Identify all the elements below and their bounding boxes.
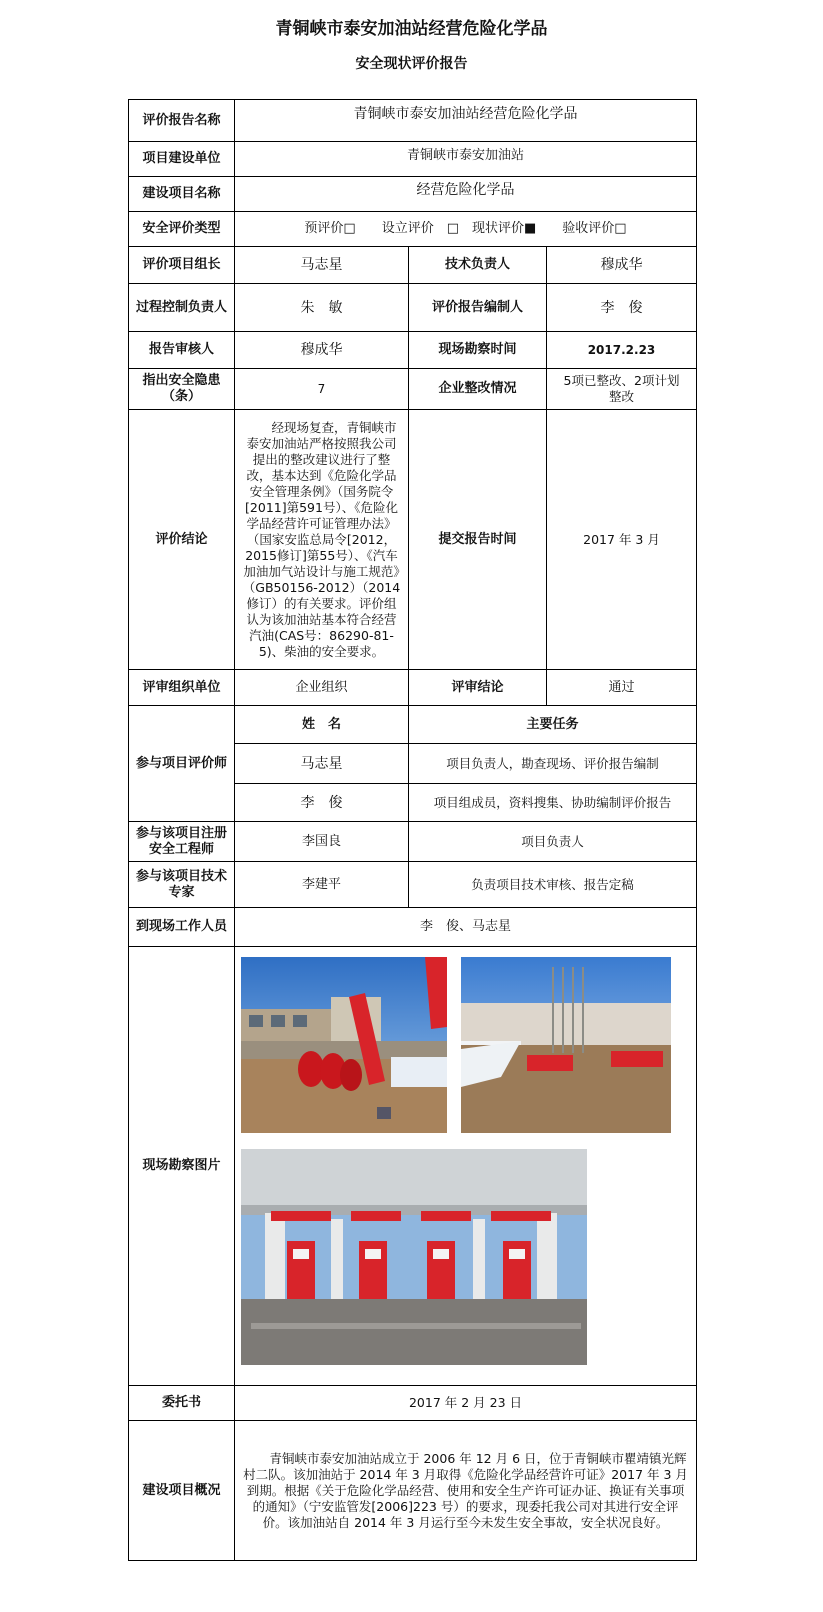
- review-org-value: 企业组织: [235, 670, 409, 706]
- report-writer-label: 评价报告编制人: [409, 284, 547, 332]
- row-process-ctrl: [129, 284, 697, 332]
- expert-name: 李建平: [235, 862, 409, 908]
- reviewer-value: 穆成华: [235, 332, 409, 369]
- onsite-value: 李 俊、马志星: [235, 908, 697, 947]
- conclusion-text: 经现场复查，青铜峡市泰安加油站严格按照我公司提出的整改建议进行了整改，基本达到《危险化学品安全管理条例》（国务院令[2011]第591号）、《危险化学品经营许可证管理办法》（国家安监总局令[2012，2015修订]第55号）、《汽车加油加气站设计与施工规范》（GB50156-2012）（2014修订）的有关要求。评价组认为该加油站基本符合经营汽油(CAS号：86290-81-5)、柴油的安全要求。: [235, 410, 409, 670]
- row-engineer: [129, 822, 697, 862]
- hazards-value: 7: [235, 369, 409, 410]
- leader-label: 评价项目组长: [129, 247, 235, 284]
- onsite-label: 到现场工作人员: [129, 908, 235, 947]
- project-name-label: 建设项目名称: [129, 177, 235, 212]
- row-evaluators-header: [129, 706, 697, 744]
- row-photos: [129, 947, 697, 1386]
- site-photo-fuel-islands: [241, 1149, 587, 1365]
- document-title: 青铜峡市泰安加油站经营危险化学品: [275, 19, 548, 39]
- process-ctrl-value: 朱 敏: [235, 284, 409, 332]
- eval-type-label: 安全评价类型: [129, 212, 235, 247]
- project-name-value: 经营危险化学品: [235, 177, 697, 212]
- entrust-label: 委托书: [129, 1386, 235, 1421]
- review-org-label: 评审组织单位: [129, 670, 235, 706]
- process-ctrl-label: 过程控制负责人: [129, 284, 235, 332]
- survey-time-label: 现场勘察时间: [409, 332, 547, 369]
- report-name-label: 评价报告名称: [129, 100, 235, 142]
- row-entrust: [129, 1386, 697, 1421]
- expert-task: 负责项目技术审核、报告定稿: [409, 862, 697, 908]
- row-expert: [129, 862, 697, 908]
- builder-label: 项目建设单位: [129, 142, 235, 177]
- rectification-label: 企业整改情况: [409, 369, 547, 410]
- site-photo-office: [241, 957, 447, 1133]
- row-eval-type: [129, 212, 697, 247]
- evaluator-name: 马志星: [235, 744, 409, 784]
- report-writer-value: 李 俊: [547, 284, 697, 332]
- row-overview: [129, 1421, 697, 1561]
- evaluator-task: 项目负责人，勘查现场、评价报告编制: [409, 744, 697, 784]
- engineer-name: 李国良: [235, 822, 409, 862]
- expert-label: 参与该项目技术专家: [129, 862, 235, 908]
- review-result-label: 评审结论: [409, 670, 547, 706]
- engineer-task: 项目负责人: [409, 822, 697, 862]
- conclusion-label: 评价结论: [129, 410, 235, 670]
- report-name-value: 青铜峡市泰安加油站经营危险化学品: [235, 100, 697, 142]
- entrust-value: 2017 年 2 月 23 日: [235, 1386, 697, 1421]
- overview-text: 青铜峡市泰安加油站成立于 2006 年 12 月 6 日，位于青铜峡市瞿靖镇光辉村二队。该加油站于 2014 年 3 月取得《危险化学品经营许可证》2017 年 3 月到期。根据《关于危险化学品经营、使用和安全生产许可证办证、换证有关事项的通知》（宁安监管发[2006]223 号）的要求，现委托我公司对其进行安全评价。该加油站自 2014 年 3 月运行至今未发生安全事故，安全状况良好。: [235, 1421, 697, 1561]
- builder-value: 青铜峡市泰安加油站: [235, 142, 697, 177]
- row-project-name: [129, 177, 697, 212]
- survey-time-value: 2017.2.23: [547, 332, 697, 369]
- eval-type-value: 预评价□ 设立评价 □ 现状评价■ 验收评价□: [235, 212, 697, 247]
- row-review-org: [129, 670, 697, 706]
- row-leader: [129, 247, 697, 284]
- rectification-value: 5项已整改、2项计划整改: [547, 369, 697, 410]
- row-onsite: [129, 908, 697, 947]
- submit-time-value: 2017 年 3 月: [547, 410, 697, 670]
- evaluator-name: 李 俊: [235, 784, 409, 822]
- engineer-label: 参与该项目注册安全工程师: [129, 822, 235, 862]
- row-hazards: [129, 369, 697, 410]
- evaluators-label: 参与项目评价师: [129, 706, 235, 822]
- leader-value: 马志星: [235, 247, 409, 284]
- reviewer-label: 报告审核人: [129, 332, 235, 369]
- evaluators-col-task: 主要任务: [409, 706, 697, 744]
- overview-label: 建设项目概况: [129, 1421, 235, 1561]
- photos-label: 现场勘察图片: [129, 947, 235, 1386]
- row-report-name: [129, 100, 697, 142]
- photos-cell: [235, 947, 697, 1386]
- row-conclusion: [129, 410, 697, 670]
- row-builder: [129, 142, 697, 177]
- photo-gallery: [235, 947, 696, 1385]
- document-subtitle: 安全现状评价报告: [355, 56, 468, 72]
- hazards-label: 指出安全隐患（条）: [129, 369, 235, 410]
- site-photo-tanks: [461, 957, 671, 1133]
- tech-lead-label: 技术负责人: [409, 247, 547, 284]
- review-result-value: 通过: [547, 670, 697, 706]
- report-table: [128, 99, 697, 1561]
- row-reviewer: [129, 332, 697, 369]
- submit-time-label: 提交报告时间: [409, 410, 547, 670]
- tech-lead-value: 穆成华: [547, 247, 697, 284]
- evaluator-task: 项目组成员，资料搜集、协助编制评价报告: [409, 784, 697, 822]
- evaluators-col-name: 姓 名: [235, 706, 409, 744]
